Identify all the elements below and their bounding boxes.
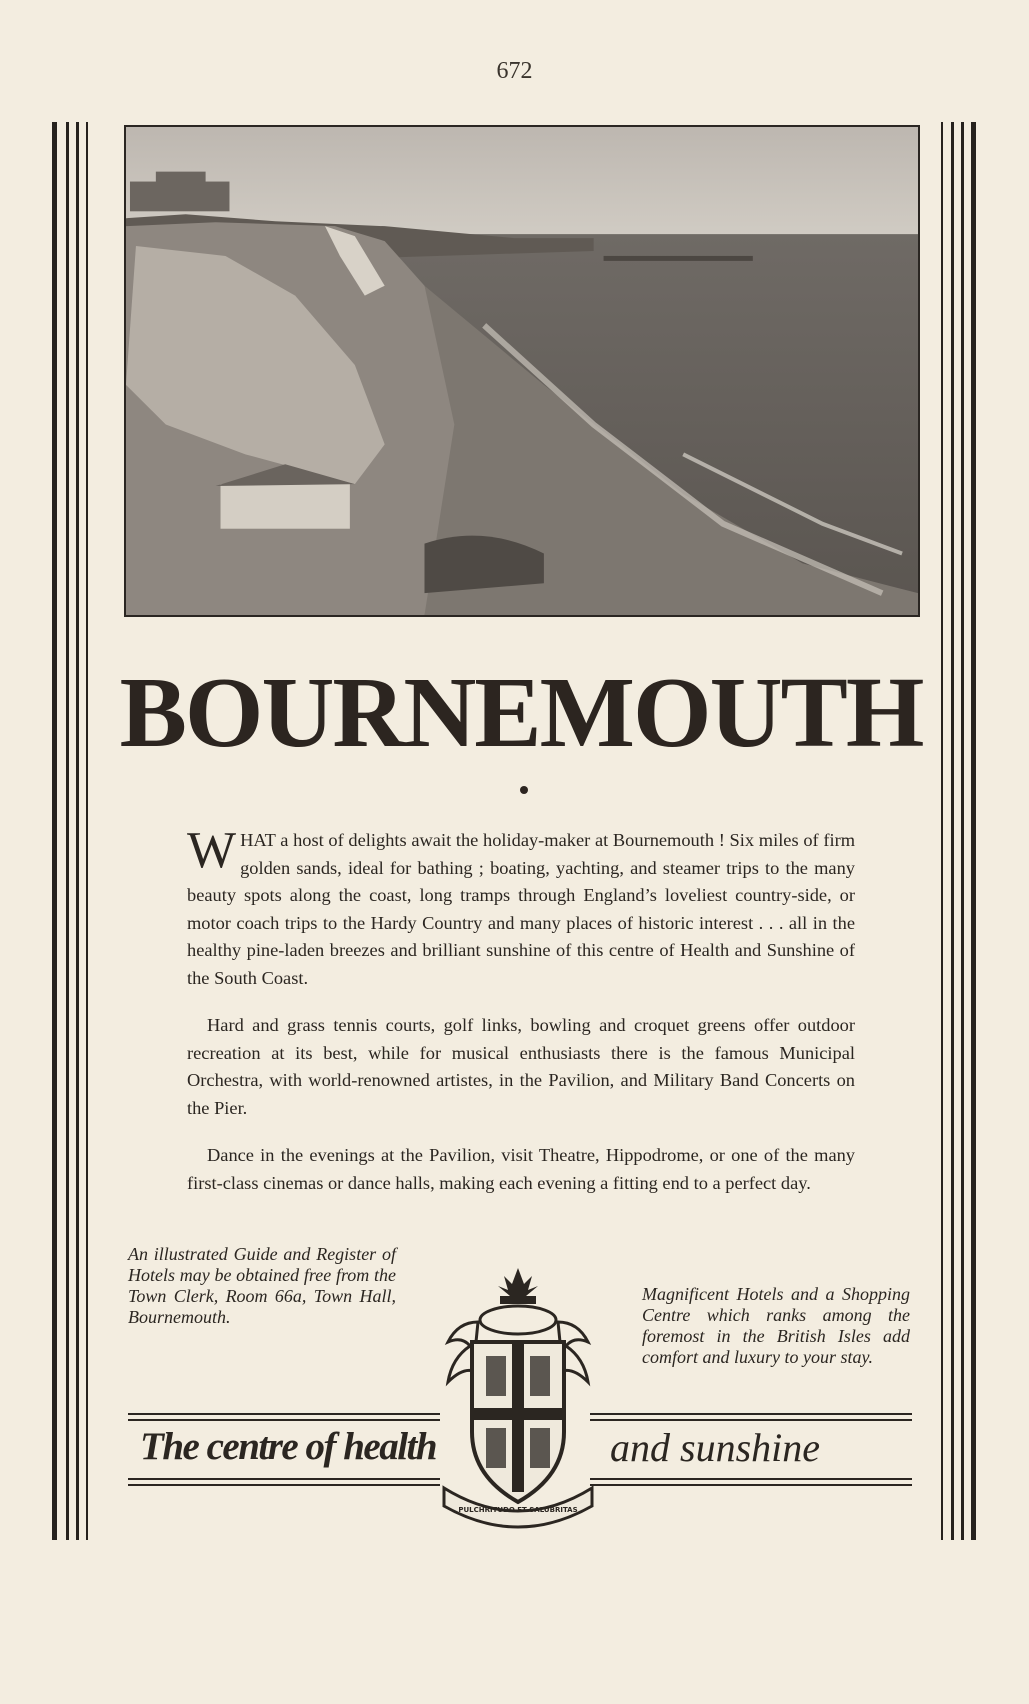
right-border-rules (941, 122, 987, 1540)
drop-cap: W (187, 822, 237, 879)
tagline-left: The centre of health (140, 1425, 437, 1468)
paragraph-1 (187, 822, 855, 992)
tagline-rule-top-left (128, 1413, 440, 1415)
paragraph-1-text: HAT a host of delights await the holiday-maker at Bournemouth ! Six miles of firm golden sands, ideal for bathing ; boating, yachting, and steamer trips to the many beauty spots along the coast, long tramps through England’s loveliest country-side, or motor coach trips to the Hardy Country and many places of historic interest . . . all in the healthy pine-laden breezes and brilliant sunshine of this centre of Health and Sunshine of the South Coast. (187, 830, 855, 988)
left-border-rules (52, 122, 98, 1540)
body-copy (187, 822, 855, 1217)
paragraph-3: Dance in the evenings at the Pavilion, visit Theatre, Hippodrome, or one of the many first-class cinemas or dance halls, making each evening a fitting end to a perfect day. (187, 1145, 855, 1193)
crest-icon (438, 1262, 598, 1532)
tagline-rule-top-right-2 (590, 1419, 912, 1421)
paragraph-2: Hard and grass tennis courts, golf links, bowling and croquet greens offer outdoor recreation at its best, while for musical enthusiasts there is the famous Municipal Orchestra, with world-renowned artistes, in the Pavilion, and Military Band Concerts on the Pier. (187, 1015, 855, 1118)
beach-photo (124, 125, 920, 617)
tagline-rule-bottom-left-2 (128, 1484, 440, 1486)
coat-of-arms (438, 1262, 598, 1532)
hotels-note: Magnificent Hotels and a Shopping Centre which ranks among the foremost in the British Isles add comfort and luxury to your stay. (642, 1284, 910, 1367)
tagline-rule-bottom-right (590, 1478, 912, 1480)
tagline-rule-top-right (590, 1413, 912, 1415)
headline: BOURNEMOUTH (119, 656, 923, 768)
tagline-right: and sunshine (610, 1425, 820, 1470)
ornament-dot (520, 786, 528, 794)
crest-motto: PULCHRITUDO ET SALUBRITAS (458, 1506, 578, 1514)
guide-note: An illustrated Guide and Register of Hotels may be obtained free from the Town Clerk, Room 66a, Town Hall, Bournemouth. (128, 1244, 396, 1327)
tagline-rule-bottom-right-2 (590, 1484, 912, 1486)
tagline-rule-bottom-left (128, 1478, 440, 1480)
page-number: 672 (496, 58, 533, 84)
tagline-rule-top-left-2 (128, 1419, 440, 1421)
beach-photo-image (126, 127, 918, 615)
